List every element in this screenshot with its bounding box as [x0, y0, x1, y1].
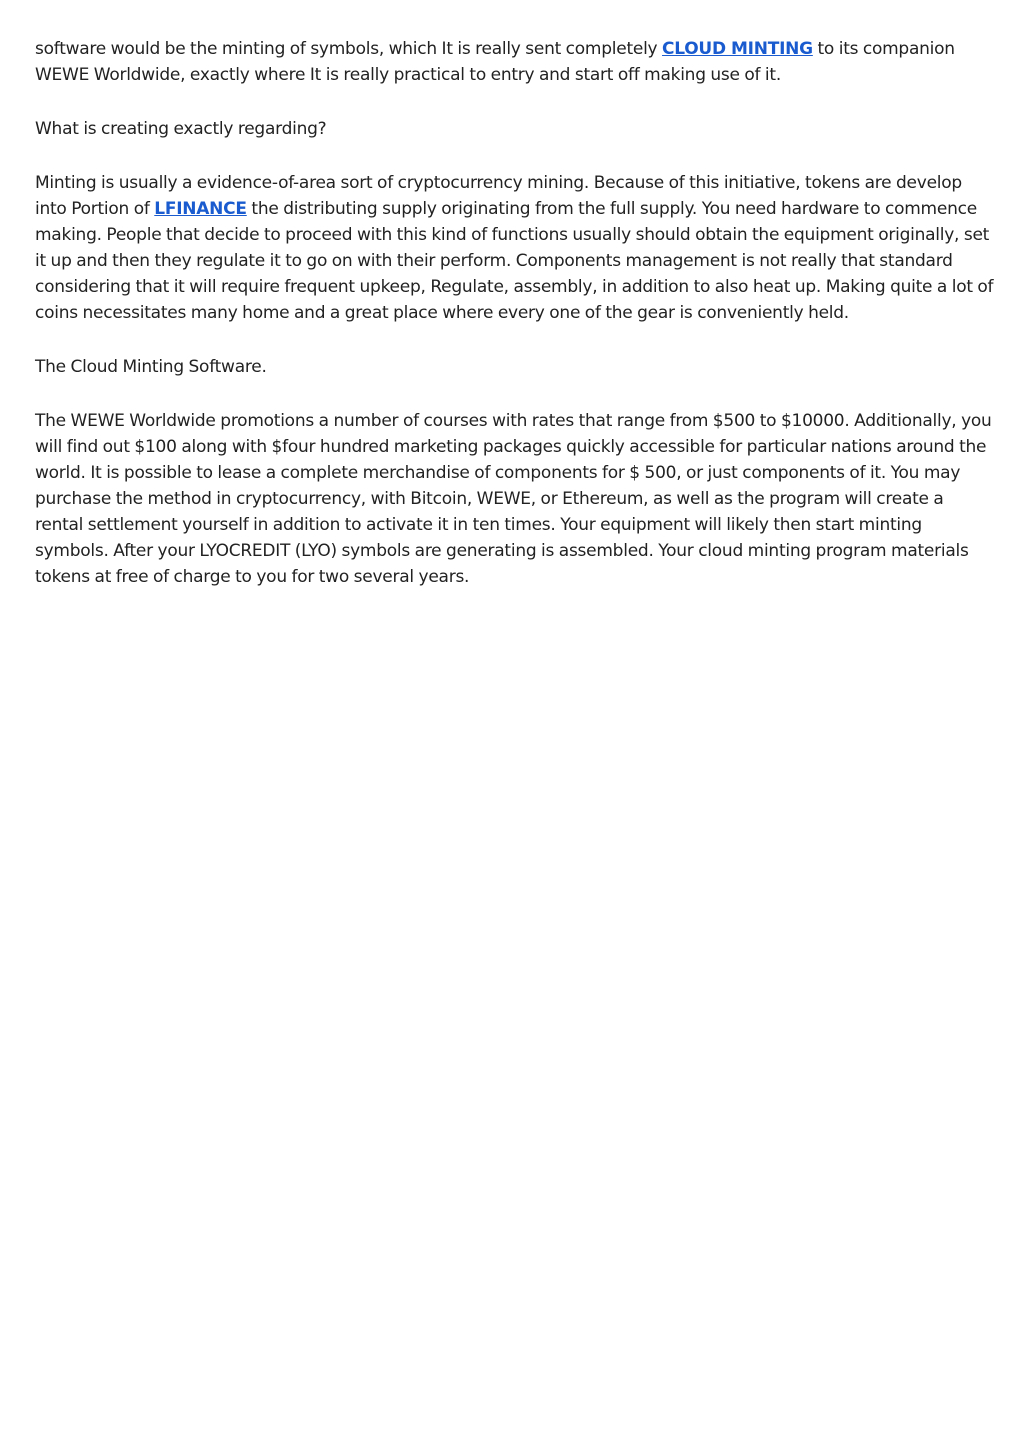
section-heading-minting: What is creating exactly regarding? [35, 119, 327, 139]
lfinance-link[interactable]: LFINANCE [154, 199, 247, 219]
cloud-minting-link[interactable]: CLOUD MINTING [662, 39, 813, 59]
section-heading-software: The Cloud Minting Software. [35, 357, 267, 377]
paragraph-minting [35, 170, 995, 326]
paragraph-minting-text-after: the distributing supply originating from the full supply. You need hardware to commence making. People that decide to proceed with this kind of functions usually should obtain the equipment originally, set it up and then they regulate it to go on with their perform. Components management is not really that standard considering that it will require frequent upkeep, Regulate, assembly, in addition to also heat up. Making quite a lot of coins necessitates many home and a great place where every one of the gear is conveniently held. [35, 199, 994, 323]
document-body [35, 36, 995, 618]
paragraph-wewe-worldwide: The WEWE Worldwide promotions a number of courses with rates that range from $500 to $10000. Additionally, you will find out $100 along with $four hundred marketing packages quickly accessible for particular nations around the world. It is possible to lease a complete merchandise of components for $ 500, or just components of it. You may purchase the method in cryptocurrency, with Bitcoin, WEWE, or Ethereum, as well as the program will create a rental settlement yourself in addition to activate it in ten times. Your equipment will likely then start minting symbols. After your LYOCREDIT (LYO) symbols are generating is assembled. Your cloud minting program materials tokens at free of charge to you for two several years. [35, 411, 992, 587]
paragraph-intro [35, 36, 995, 88]
paragraph-minting-text-before: Minting is usually a evidence-of-area sort of cryptocurrency mining. Because of this initiative, tokens are develop into Portion of [35, 173, 962, 219]
paragraph-intro-text-after: to its companion WEWE Worldwide, exactly where It is really practical to entry and start off making use of it. [35, 39, 955, 85]
paragraph-intro-text-before: software would be the minting of symbols, which It is really sent completely [35, 39, 663, 59]
